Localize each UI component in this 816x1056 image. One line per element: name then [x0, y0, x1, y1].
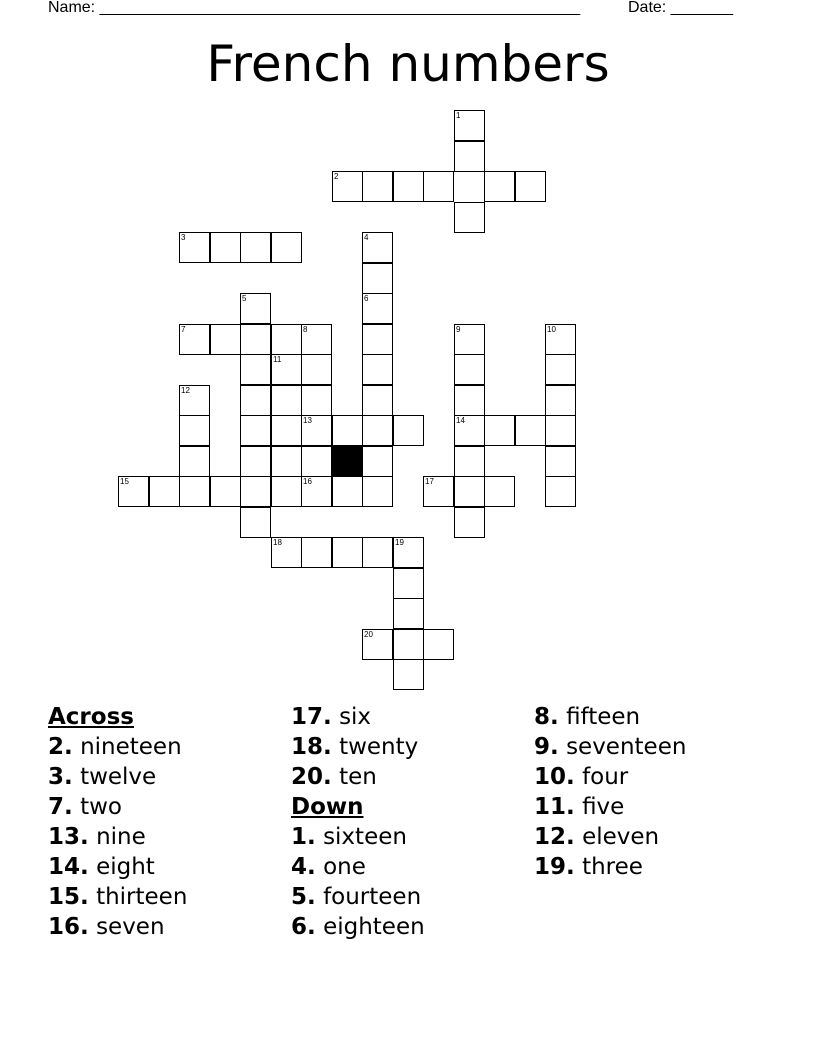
grid-cell: [271, 476, 302, 507]
grid-cell: [545, 385, 576, 416]
grid-cell: [118, 476, 149, 507]
clue-item-number: 17.: [291, 704, 332, 730]
grid-cell: [362, 385, 393, 416]
black-square: [332, 446, 363, 477]
grid-cell: [362, 415, 393, 446]
grid-cell: [393, 537, 424, 568]
grid-cell: [240, 507, 271, 538]
clue-item: [291, 822, 425, 852]
clue-number: 9: [456, 325, 461, 334]
clue-item: [48, 792, 187, 822]
clue-item-text: twenty: [339, 734, 419, 760]
grid-cell: [454, 415, 485, 446]
grid-cell: [484, 476, 515, 507]
grid-cell: [454, 141, 485, 172]
grid-cell: [240, 293, 271, 324]
clue-item-text: three: [582, 854, 643, 880]
grid-cell: [393, 171, 424, 202]
grid-cell: [271, 415, 302, 446]
clue-number: 6: [364, 294, 369, 303]
grid-cell: [454, 385, 485, 416]
clue-item-text: nine: [96, 824, 146, 850]
clue-number: 20: [364, 630, 373, 639]
clue-number: 5: [242, 294, 247, 303]
grid-cell: [240, 415, 271, 446]
grid-cell: [271, 446, 302, 477]
grid-cell: [515, 171, 546, 202]
grid-cell: [179, 324, 210, 355]
clue-item: [48, 852, 187, 882]
grid-cell: [362, 629, 393, 660]
clue-item-number: 13.: [48, 824, 89, 850]
clue-number: 15: [120, 477, 129, 486]
clue-number: 3: [181, 233, 186, 242]
clue-number: 2: [334, 172, 339, 181]
grid-cell: [240, 385, 271, 416]
grid-cell: [454, 324, 485, 355]
clue-item-text: seven: [96, 914, 165, 940]
clue-number: 18: [273, 538, 282, 547]
grid-cell: [362, 354, 393, 385]
clue-item-text: fifteen: [566, 704, 641, 730]
clue-item-number: 1.: [291, 824, 316, 850]
clue-item-number: 3.: [48, 764, 73, 790]
grid-cell: [332, 476, 363, 507]
grid-cell: [362, 324, 393, 355]
clue-number: 4: [364, 233, 369, 242]
grid-cell: [179, 446, 210, 477]
grid-cell: [484, 171, 515, 202]
grid-cell: [362, 537, 393, 568]
grid-cell: [545, 446, 576, 477]
grid-cell: [484, 415, 515, 446]
grid-cell: [240, 476, 271, 507]
clue-item-text: sixteen: [323, 824, 407, 850]
grid-cell: [545, 415, 576, 446]
clue-number: 12: [181, 386, 190, 395]
clue-number: 16: [303, 477, 312, 486]
grid-cell: [454, 354, 485, 385]
clue-number: 17: [425, 477, 434, 486]
grid-cell: [271, 232, 302, 263]
date-field: Date: _______: [628, 0, 733, 16]
grid-cell: [179, 385, 210, 416]
clue-item: [534, 852, 686, 882]
clue-item: [291, 882, 425, 912]
clue-item: [291, 702, 425, 732]
clue-number: 8: [303, 325, 308, 334]
grid-cell: [393, 415, 424, 446]
grid-cell: [149, 476, 180, 507]
grid-cell: [271, 324, 302, 355]
clue-item-number: 5.: [291, 884, 316, 910]
clue-item: [534, 732, 686, 762]
clue-number: 14: [456, 416, 465, 425]
grid-cell: [454, 202, 485, 233]
grid-cell: [271, 537, 302, 568]
clue-item-text: two: [80, 794, 122, 820]
grid-cell: [210, 324, 241, 355]
clue-item-number: 6.: [291, 914, 316, 940]
clue-item-number: 2.: [48, 734, 73, 760]
clue-item-text: four: [582, 764, 629, 790]
grid-cell: [240, 232, 271, 263]
clue-item: [48, 822, 187, 852]
clue-item: [534, 702, 686, 732]
grid-cell: [423, 476, 454, 507]
grid-cell: [454, 110, 485, 141]
clue-item-number: 7.: [48, 794, 73, 820]
grid-cell: [301, 385, 332, 416]
clue-item-text: six: [339, 704, 372, 730]
grid-cell: [301, 476, 332, 507]
grid-cell: [210, 476, 241, 507]
clue-item-text: fourteen: [323, 884, 422, 910]
grid-cell: [393, 629, 424, 660]
clue-item-number: 4.: [291, 854, 316, 880]
clue-column-1: [48, 702, 187, 942]
clue-column-2: [291, 702, 425, 942]
grid-cell: [454, 476, 485, 507]
grid-cell: [271, 354, 302, 385]
grid-cell: [301, 537, 332, 568]
clue-heading: Across: [48, 704, 134, 730]
grid-cell: [271, 385, 302, 416]
grid-cell: [332, 537, 363, 568]
clue-item: [48, 882, 187, 912]
clue-item-number: 11.: [534, 794, 575, 820]
clue-item-text: thirteen: [96, 884, 188, 910]
grid-cell: [362, 293, 393, 324]
clue-item-number: 14.: [48, 854, 89, 880]
clue-heading: Down: [291, 794, 364, 820]
grid-cell: [301, 354, 332, 385]
grid-cell: [332, 415, 363, 446]
clue-item-text: ten: [339, 764, 377, 790]
clue-number: 19: [395, 538, 404, 547]
clue-number: 1: [456, 111, 461, 120]
clue-item-text: seventeen: [566, 734, 687, 760]
puzzle-title: French numbers: [206, 35, 610, 93]
grid-cell: [362, 446, 393, 477]
grid-cell: [423, 629, 454, 660]
grid-cell: [362, 171, 393, 202]
grid-cell: [545, 476, 576, 507]
clue-item-number: 12.: [534, 824, 575, 850]
grid-cell: [179, 415, 210, 446]
clue-item: [534, 822, 686, 852]
grid-cell: [301, 415, 332, 446]
clue-item-text: nineteen: [80, 734, 182, 760]
clue-item-number: 16.: [48, 914, 89, 940]
clue-item: [291, 852, 425, 882]
grid-cell: [240, 324, 271, 355]
grid-cell: [179, 232, 210, 263]
grid-cell: [393, 568, 424, 599]
grid-cell: [393, 659, 424, 690]
clue-item-text: five: [582, 794, 625, 820]
grid-cell: [332, 171, 363, 202]
clue-item: [48, 912, 187, 942]
clue-item: [48, 732, 187, 762]
grid-cell: [362, 476, 393, 507]
clue-item: [534, 762, 686, 792]
grid-cell: [240, 446, 271, 477]
grid-cell: [454, 507, 485, 538]
clue-item-text: eighteen: [323, 914, 425, 940]
clue-item-text: eight: [96, 854, 155, 880]
clue-item: [534, 792, 686, 822]
clue-item-number: 19.: [534, 854, 575, 880]
name-field: Name: ______________________________________________________: [48, 0, 581, 16]
clue-item-number: 9.: [534, 734, 559, 760]
grid-cell: [545, 354, 576, 385]
clue-number: 10: [547, 325, 556, 334]
clue-number: 13: [303, 416, 312, 425]
clue-number: 7: [181, 325, 186, 334]
grid-cell: [515, 415, 546, 446]
grid-cell: [240, 354, 271, 385]
clue-item: [291, 762, 425, 792]
grid-cell: [362, 232, 393, 263]
clue-item-number: 18.: [291, 734, 332, 760]
clue-number: 11: [273, 355, 282, 364]
grid-cell: [210, 232, 241, 263]
grid-cell: [179, 476, 210, 507]
clue-item-number: 15.: [48, 884, 89, 910]
grid-cell: [301, 446, 332, 477]
clue-item-text: one: [323, 854, 366, 880]
grid-cell: [454, 446, 485, 477]
clue-item-number: 10.: [534, 764, 575, 790]
clue-column-3: [534, 702, 686, 882]
clue-item: [48, 762, 187, 792]
clue-item: [291, 912, 425, 942]
clue-item: [291, 732, 425, 762]
grid-cell: [362, 263, 393, 294]
clue-item-number: 8.: [534, 704, 559, 730]
clue-item-text: twelve: [80, 764, 157, 790]
clue-item-number: 20.: [291, 764, 332, 790]
grid-cell: [423, 171, 454, 202]
grid-cell: [301, 324, 332, 355]
clue-item-text: eleven: [582, 824, 660, 850]
grid-cell: [393, 598, 424, 629]
grid-cell: [545, 324, 576, 355]
